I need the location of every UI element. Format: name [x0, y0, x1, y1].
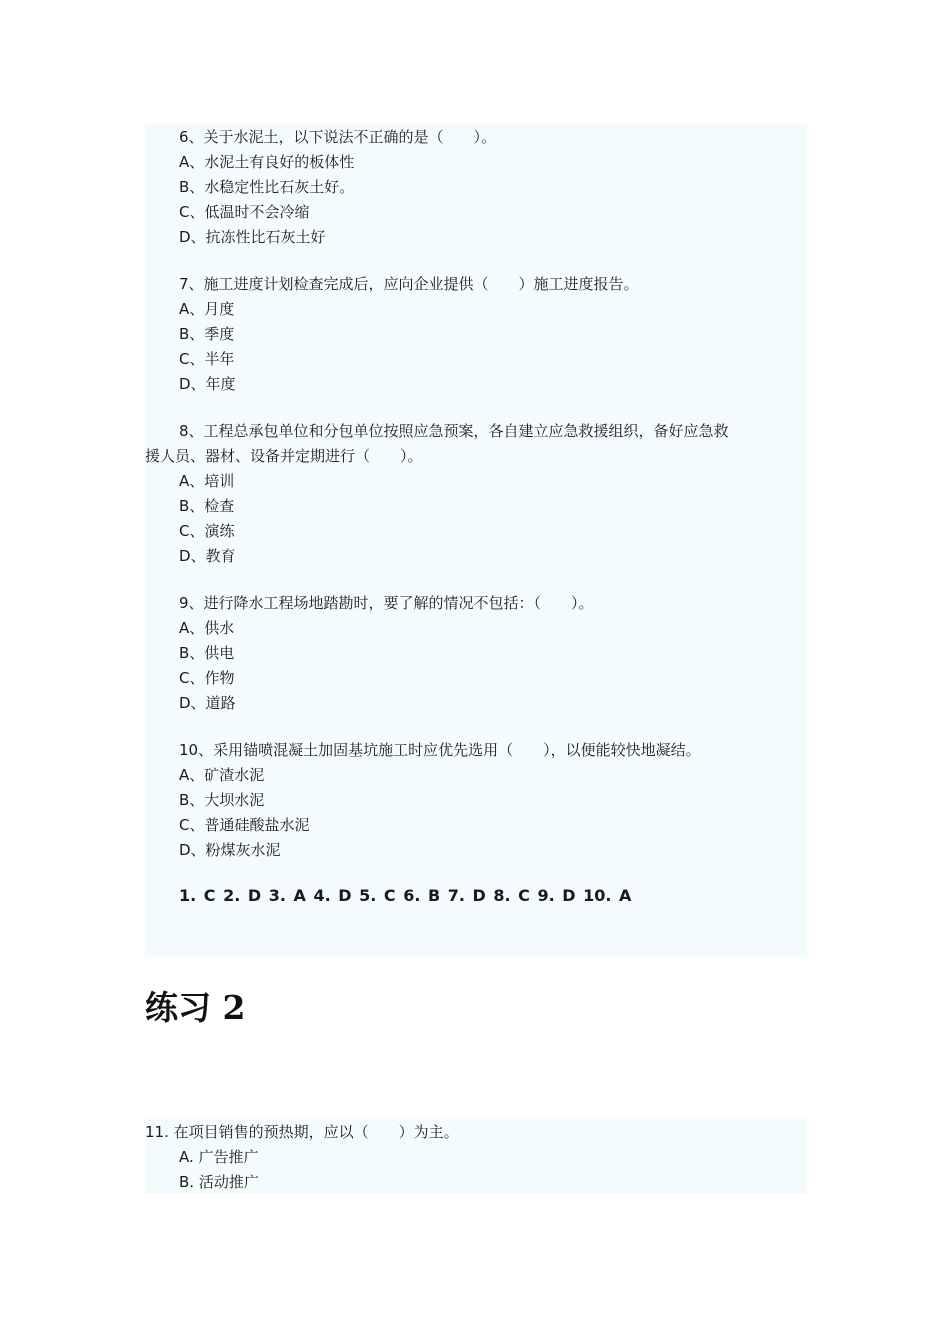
question-9-stem: 9、进行降水工程场地踏勘时，要了解的情况不包括：（ ）。 [179, 594, 594, 612]
question-11-option-a: A. 广告推广 [179, 1148, 259, 1166]
question-6-option-a: A、水泥土有良好的板体性 [179, 153, 355, 171]
question-7-option-c: C、半年 [179, 350, 235, 368]
question-10-option-c: C、普通硅酸盐水泥 [179, 816, 310, 834]
question-6-stem: 6、关于水泥土，以下说法不正确的是（ ）。 [179, 128, 497, 146]
question-9-option-d: D、道路 [179, 694, 236, 712]
question-10-option-a: A、矿渣水泥 [179, 766, 265, 784]
question-7-option-b: B、季度 [179, 325, 235, 343]
question-9-option-a: A、供水 [179, 619, 235, 637]
question-11-option-b: B. 活动推广 [179, 1173, 259, 1191]
answer-key: 1. C 2. D 3. A 4. D 5. C 6. B 7. D 8. C 9. D 10. A [179, 886, 632, 905]
question-10-option-d: D、粉煤灰水泥 [179, 841, 281, 859]
question-11-stem: 11. 在项目销售的预热期，应以（ ）为主。 [145, 1123, 459, 1141]
question-7-option-a: A、月度 [179, 300, 235, 318]
question-10-option-b: B、大坝水泥 [179, 791, 265, 809]
question-9-option-c: C、作物 [179, 669, 235, 687]
section-title: 练习 2 [145, 988, 246, 1027]
question-8-stem-line-2: 援人员、器材、设备并定期进行（ ）。 [145, 447, 423, 465]
question-9-option-b: B、供电 [179, 644, 235, 662]
question-10-stem: 10、采用锚喷混凝土加固基坑施工时应优先选用（ ），以便能较快地凝结。 [179, 741, 701, 759]
question-8-option-c: C、演练 [179, 522, 235, 540]
question-7-option-d: D、年度 [179, 375, 236, 393]
question-8-stem-line-1: 8、工程总承包单位和分包单位按照应急预案，各自建立应急救援组织，备好应急救 [179, 422, 729, 440]
question-8-option-a: A、培训 [179, 472, 235, 490]
question-7-stem: 7、施工进度计划检查完成后，应向企业提供（ ）施工进度报告。 [179, 275, 639, 293]
question-8-option-b: B、检查 [179, 497, 235, 515]
question-8-option-d: D、教育 [179, 547, 236, 565]
question-6-option-c: C、低温时不会冷缩 [179, 203, 310, 221]
question-6-option-d: D、抗冻性比石灰土好 [179, 228, 326, 246]
question-6-option-b: B、水稳定性比石灰土好。 [179, 178, 355, 196]
